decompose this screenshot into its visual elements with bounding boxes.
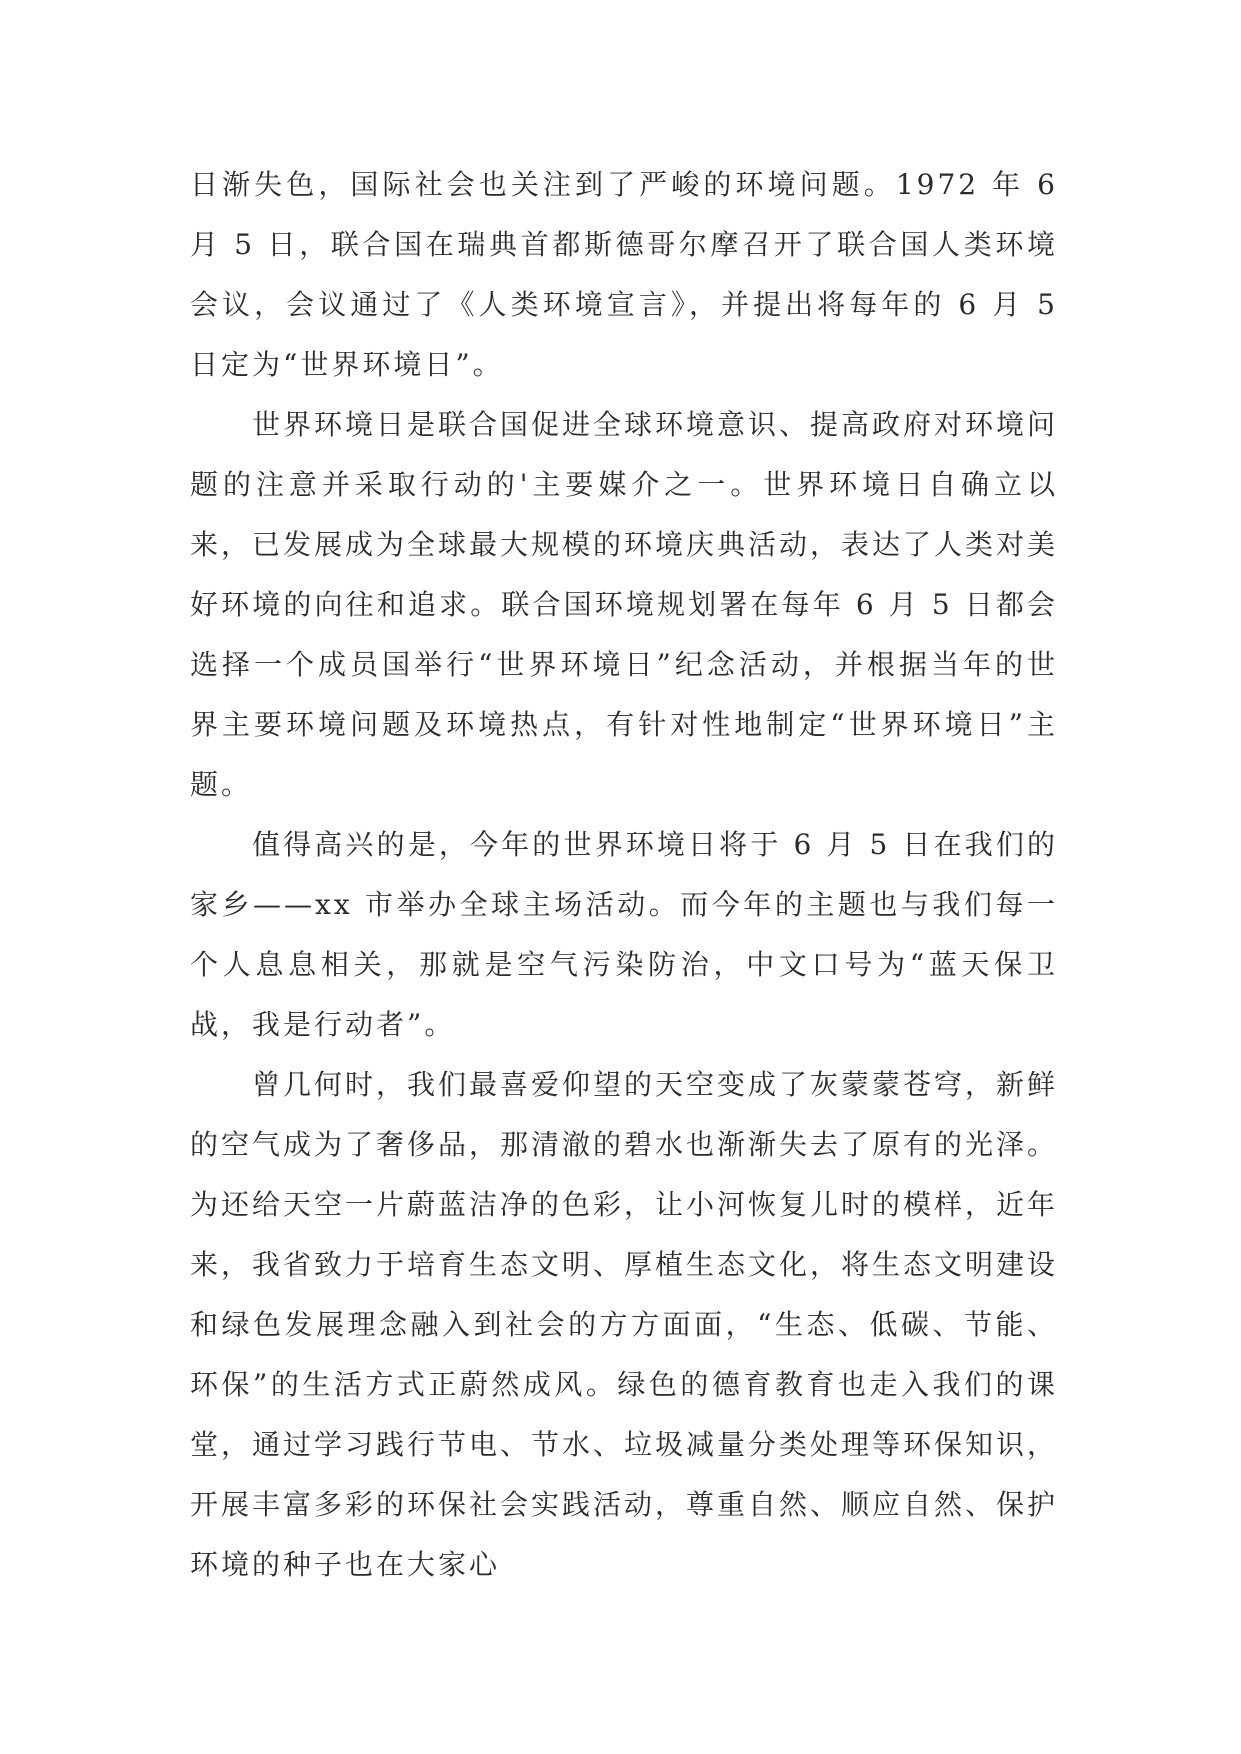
paragraph-3: 值得高兴的是，今年的世界环境日将于 6 月 5 日在我们的家乡——xx 市举办全球主场活动。而今年的主题也与我们每一个人息息相关，那就是空气污染防治，中文口号为“蓝天保卫战，我是行动者”。 — [190, 828, 1058, 1041]
paragraph-2: 世界环境日是联合国促进全球环境意识、提高政府对环境问题的注意并采取行动的'主要媒介之一。世界环境日自确立以来，已发展成为全球最大规模的环境庆典活动，表达了人类对美好环境的向往和追求。联合国环境规划署在每年 6 月 5 日都会选择一个成员国举行“世界环境日”纪念活动，并根据当年的世界主要环境问题及环境热点，有针对性地制定“世界环境日”主题。 — [190, 408, 1059, 801]
document-body — [190, 155, 1058, 1595]
paragraph-4: 曾几何时，我们最喜爱仰望的天空变成了灰蒙蒙苍穹，新鲜的空气成为了奢侈品，那清澈的碧水也渐渐失去了原有的光泽。为还给天空一片蔚蓝洁净的色彩，让小河恢复儿时的模样，近年来，我省致力于培育生态文明、厚植生态文化，将生态文明建设和绿色发展理念融入到社会的方方面面，“生态、低碳、节能、环保”的生活方式正蔚然成风。绿色的德育教育也走入我们的课堂，通过学习践行节电、节水、垃圾减量分类处理等环保知识，开展丰富多彩的环保社会实践活动，尊重自然、顺应自然、保护环境的种子也在大家心 — [190, 1068, 1059, 1581]
paragraph-1: 日渐失色，国际社会也关注到了严峻的环境问题。1972 年 6 月 5 日，联合国在瑞典首都斯德哥尔摩召开了联合国人类环境会议，会议通过了《人类环境宣言》，并提出将每年的 6 月 5 日定为“世界环境日”。 — [190, 168, 1058, 381]
